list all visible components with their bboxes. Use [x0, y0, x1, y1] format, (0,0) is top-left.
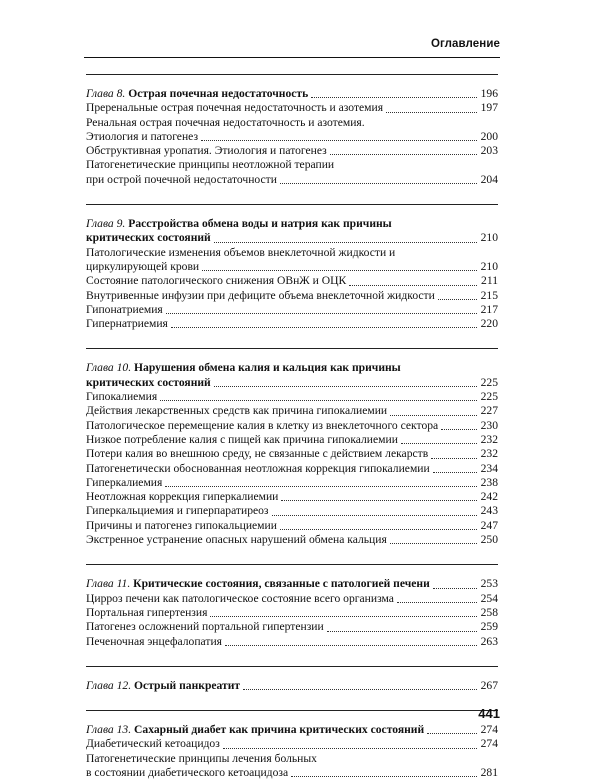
entry-title: Портальная гипертензия: [86, 605, 208, 619]
entry-title: Патогенез осложнений портальной гипертензии: [86, 620, 324, 634]
entry-page: 263: [480, 634, 498, 648]
chapter-title: [86, 361, 498, 375]
toc-entry: [86, 533, 498, 547]
chapter-page: 210: [480, 231, 498, 245]
toc-entry-line: Патологические изменения объемов внеклеточной жидкости и: [86, 245, 396, 259]
entry-title: Этиология и патогенез: [86, 129, 199, 143]
leader-dots: [433, 472, 477, 473]
leader-dots: [223, 748, 477, 749]
toc-entry: [86, 144, 498, 158]
toc-entry: [86, 274, 498, 288]
chapter-label: Глава 10.: [86, 361, 132, 375]
chapter-label: Глава 9.: [86, 217, 126, 231]
chapter-page: 253: [480, 577, 498, 591]
leader-dots: [214, 242, 477, 243]
toc-entry: [86, 462, 498, 476]
leader-dots: [280, 529, 477, 530]
entry-page: 259: [480, 620, 498, 634]
entry-page: 210: [480, 259, 498, 273]
section-divider: [86, 74, 498, 75]
toc-entry: [86, 130, 498, 144]
entry-page: 225: [480, 390, 498, 404]
entry-page: 220: [480, 317, 498, 331]
entry-page: 242: [480, 490, 498, 504]
entry-title: Гипонатриемия: [86, 302, 163, 316]
leader-dots: [272, 515, 477, 516]
chapter-heading: [86, 723, 424, 737]
chapter-title-continued: [86, 376, 498, 390]
entry-page: 274: [480, 737, 498, 751]
toc-entry: [86, 433, 498, 447]
toc-entry-line: Патогенетические принципы лечения больных: [86, 751, 317, 765]
entry-title: Внутривенные инфузии при дефиците объема внеклеточной жидкости: [86, 288, 435, 302]
section-divider: [86, 204, 498, 205]
entry-title: Гипернатриемия: [86, 317, 168, 331]
entry-title: при острой почечной недостаточности: [86, 172, 277, 186]
toc-entry: [86, 317, 498, 331]
entry-title: Гиперкалиемия: [86, 475, 163, 489]
toc-entry: [86, 476, 498, 490]
chapter-title: [86, 577, 498, 591]
page-number: 441: [478, 706, 500, 721]
leader-dots: [165, 486, 477, 487]
section-divider: [86, 564, 498, 565]
toc-chapter: [86, 348, 498, 547]
chapter-name: Критические состояния, связанные с патологией печени: [133, 577, 430, 591]
entry-page: 238: [480, 475, 498, 489]
leader-dots: [390, 415, 477, 416]
table-of-contents: [86, 74, 498, 780]
leader-dots: [431, 458, 477, 459]
chapter-heading: [86, 577, 430, 591]
chapter-name: Сахарный диабет как причина критических состояний: [134, 723, 425, 737]
leader-dots: [386, 112, 477, 113]
entry-page: 215: [480, 288, 498, 302]
entry-page: 200: [480, 129, 498, 143]
entry-title: Гиперкальциемия и гиперпаратиреоз: [86, 504, 269, 518]
leader-dots: [401, 443, 477, 444]
entry-page: 211: [481, 274, 498, 288]
header-rule: [84, 57, 500, 58]
entry-title: Патологическое перемещение калия в клетку из внеклеточного сектора: [86, 418, 439, 432]
toc-entry: [86, 289, 498, 303]
running-head: Оглавление: [430, 38, 500, 50]
entry-title: Обструктивная уропатия. Этиология и патогенез: [86, 144, 327, 158]
toc-entry: [86, 606, 498, 620]
chapter-label: Глава 11.: [86, 577, 131, 591]
leader-dots: [202, 270, 477, 271]
section-divider: [86, 710, 498, 711]
chapter-label: Глава 8.: [86, 87, 126, 100]
toc-entry: [86, 260, 498, 274]
chapter-name: Острый панкреатит: [134, 678, 241, 692]
chapter-title: [86, 679, 498, 693]
toc-entry: [86, 620, 498, 634]
entry-title: Неотложная коррекция гиперкалиемии: [86, 490, 279, 504]
entry-page: 258: [480, 605, 498, 619]
toc-entry: [86, 173, 498, 187]
toc-entry-line: Ренальная острая почечная недостаточность и азотемия.: [86, 115, 365, 129]
leader-dots: [201, 140, 477, 141]
entry-title: циркулирующей крови: [86, 259, 200, 273]
entry-title: Потери калия во внешнюю среду, не связанные с действием лекарств: [86, 447, 429, 461]
entry-page: 217: [480, 302, 498, 316]
chapter-title: [86, 217, 498, 231]
toc-entry: [86, 766, 498, 780]
toc-entry: [86, 101, 498, 115]
leader-dots: [327, 631, 477, 632]
entry-title: Печеночная энцефалопатия: [86, 634, 222, 648]
toc-entry: [86, 592, 498, 606]
entry-page: 203: [480, 144, 498, 158]
entry-page: 232: [480, 447, 498, 461]
chapter-title: [86, 87, 498, 101]
leader-dots: [330, 154, 477, 155]
leader-dots: [243, 689, 477, 690]
entry-page: 232: [480, 432, 498, 446]
toc-entry: [86, 404, 498, 418]
toc-entry: [86, 635, 498, 649]
chapter-page: 267: [480, 678, 498, 692]
chapter-name: Расстройства обмена воды и натрия как причины: [128, 217, 392, 231]
toc-chapter: [86, 710, 498, 780]
leader-dots: [433, 588, 477, 589]
leader-dots: [390, 543, 477, 544]
entry-title: Действия лекарственных средств как причина гипокалиемии: [86, 404, 388, 418]
chapter-heading: [86, 679, 240, 693]
toc-chapter: [86, 564, 498, 648]
entry-title: в состоянии диабетического кетоацидоза: [86, 765, 289, 779]
entry-page: 227: [480, 404, 498, 418]
leader-dots: [225, 645, 477, 646]
chapter-name: Нарушения обмена калия и кальция как причины: [134, 361, 401, 375]
chapter-title: [86, 723, 498, 737]
chapter-name-continued: критических состояний: [86, 231, 211, 245]
leader-dots: [210, 616, 477, 617]
entry-title: Экстренное устранение опасных нарушений обмена кальция: [86, 533, 387, 547]
chapter-label: Глава 13.: [86, 723, 132, 737]
section-divider: [86, 666, 498, 667]
toc-entry: [86, 504, 498, 518]
leader-dots: [311, 97, 477, 98]
entry-title: Цирроз печени как патологическое состояние всего организма: [86, 591, 394, 605]
chapter-page: 274: [480, 723, 498, 737]
toc-entry: [86, 390, 498, 404]
leader-dots: [291, 776, 477, 777]
toc-entry: [86, 490, 498, 504]
section-divider: [86, 348, 498, 349]
chapter-label: Глава 12.: [86, 678, 132, 692]
leader-dots: [349, 285, 477, 286]
leader-dots: [214, 386, 477, 387]
leader-dots: [427, 733, 477, 734]
entry-page: 234: [480, 461, 498, 475]
entry-page: 254: [480, 591, 498, 605]
toc-entry: [86, 447, 498, 461]
entry-title: Состояние патологического снижения ОВнЖ и ОЦК: [86, 274, 347, 288]
entry-page: 281: [480, 765, 498, 779]
entry-page: 247: [480, 518, 498, 532]
toc-entry-line: Патогенетические принципы неотложной терапии: [86, 158, 335, 172]
toc-entry: [86, 419, 498, 433]
chapter-page: 196: [480, 87, 498, 100]
toc-chapter: [86, 74, 498, 187]
entry-title: Гипокалиемия: [86, 390, 158, 404]
entry-page: 230: [480, 418, 498, 432]
leader-dots: [160, 400, 477, 401]
leader-dots: [441, 429, 477, 430]
entry-title: Низкое потребление калия с пищей как причина гипокалиемии: [86, 432, 398, 446]
entry-title: Патогенетически обоснованная неотложная коррекция гипокалиемии: [86, 461, 430, 475]
leader-dots: [438, 299, 477, 300]
leader-dots: [281, 500, 477, 501]
chapter-heading: [86, 87, 308, 101]
entry-page: 197: [480, 101, 498, 115]
leader-dots: [171, 327, 477, 328]
entry-title: Преренальные острая почечная недостаточность и азотемия: [86, 101, 384, 115]
entry-title: Диабетический кетоацидоз: [86, 737, 220, 751]
toc-entry: [86, 303, 498, 317]
chapter-name: Острая почечная недостаточность: [128, 87, 309, 100]
entry-page: 243: [480, 504, 498, 518]
toc-entry: [86, 519, 498, 533]
leader-dots: [166, 313, 477, 314]
toc-chapter: [86, 666, 498, 693]
chapter-name-continued: критических состояний: [86, 375, 211, 389]
leader-dots: [280, 183, 477, 184]
chapter-title-continued: [86, 231, 498, 245]
chapter-page: 225: [480, 375, 498, 389]
toc-chapter: [86, 204, 498, 331]
entry-page: 204: [480, 172, 498, 186]
leader-dots: [397, 602, 477, 603]
entry-title: Причины и патогенез гипокальциемии: [86, 518, 277, 532]
entry-page: 250: [480, 533, 498, 547]
